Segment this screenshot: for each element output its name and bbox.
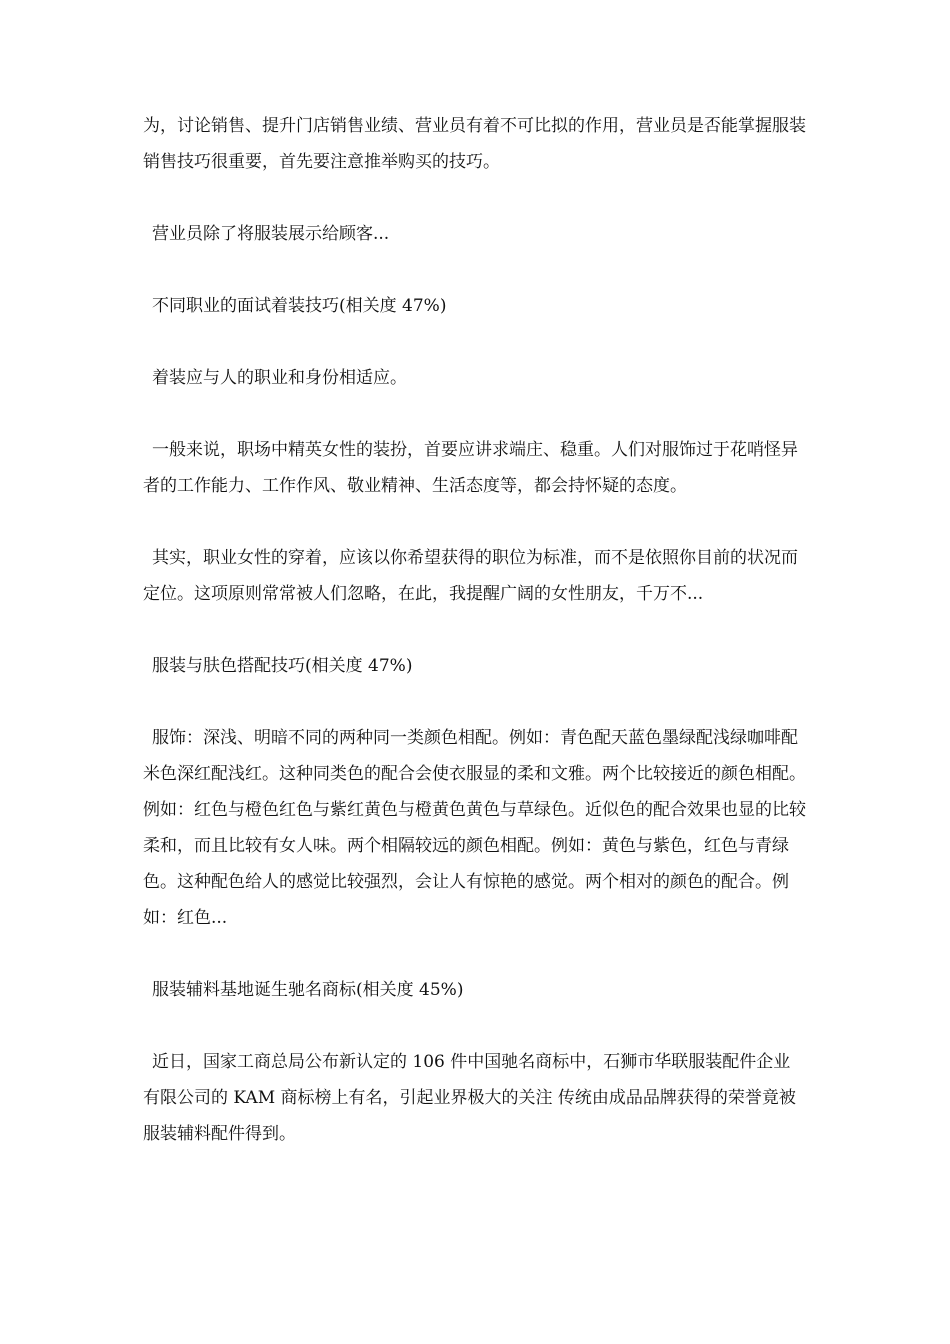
paragraph-3: 着装应与人的职业和身份相适应。: [152, 368, 407, 388]
section-heading-trademark: 服装辅料基地诞生驰名商标(相关度 45%): [152, 980, 464, 1000]
paragraph-4: 一般来说，职场中精英女性的装扮，首要应讲求端庄、稳重。人们对服饰过于花哨怪异者的工作能力、工作作风、敬业精神、生活态度等，都会持怀疑的态度。: [143, 440, 798, 496]
paragraph-7: 近日，国家工商总局公布新认定的 106 件中国驰名商标中，石狮市华联服装配件企业有限公司的 KAM 商标榜上有名，引起业界极大的关注 传统由成品品牌获得的荣誉竟被服装辅料配件得到。: [143, 1052, 796, 1144]
paragraph-2: 营业员除了将服装展示给顾客...: [152, 224, 390, 244]
paragraph-5: 其实，职业女性的穿着，应该以你希望获得的职位为标准，而不是依照你目前的状况而定位。这项原则常常被人们忽略，在此，我提醒广阔的女性朋友，千万不...: [143, 548, 798, 604]
document-body: [143, 108, 807, 1152]
paragraph-1: 为，讨论销售、提升门店销售业绩、营业员有着不可比拟的作用，营业员是否能掌握服装销售技巧很重要，首先要注意推举购买的技巧。: [143, 116, 806, 172]
section-heading-interview-dress: 不同职业的面试着装技巧(相关度 47%): [152, 296, 447, 316]
paragraph-6: 服饰：深浅、明暗不同的两种同一类颜色相配。例如：青色配天蓝色墨绿配浅绿咖啡配米色深红配浅红。这种同类色的配合会使衣服显的柔和文雅。两个比较接近的颜色相配。例如：红色与橙色红色与紫红黄色与橙黄色黄色与草绿色。近似色的配合效果也显的比较柔和，而且比较有女人味。两个相隔较远的颜色相配。例如：黄色与紫色，红色与青绿色。这种配色给人的感觉比较强烈，会让人有惊艳的感觉。两个相对的颜色的配合。例如：红色...: [143, 728, 806, 928]
section-heading-skin-color: 服装与肤色搭配技巧(相关度 47%): [152, 656, 413, 676]
